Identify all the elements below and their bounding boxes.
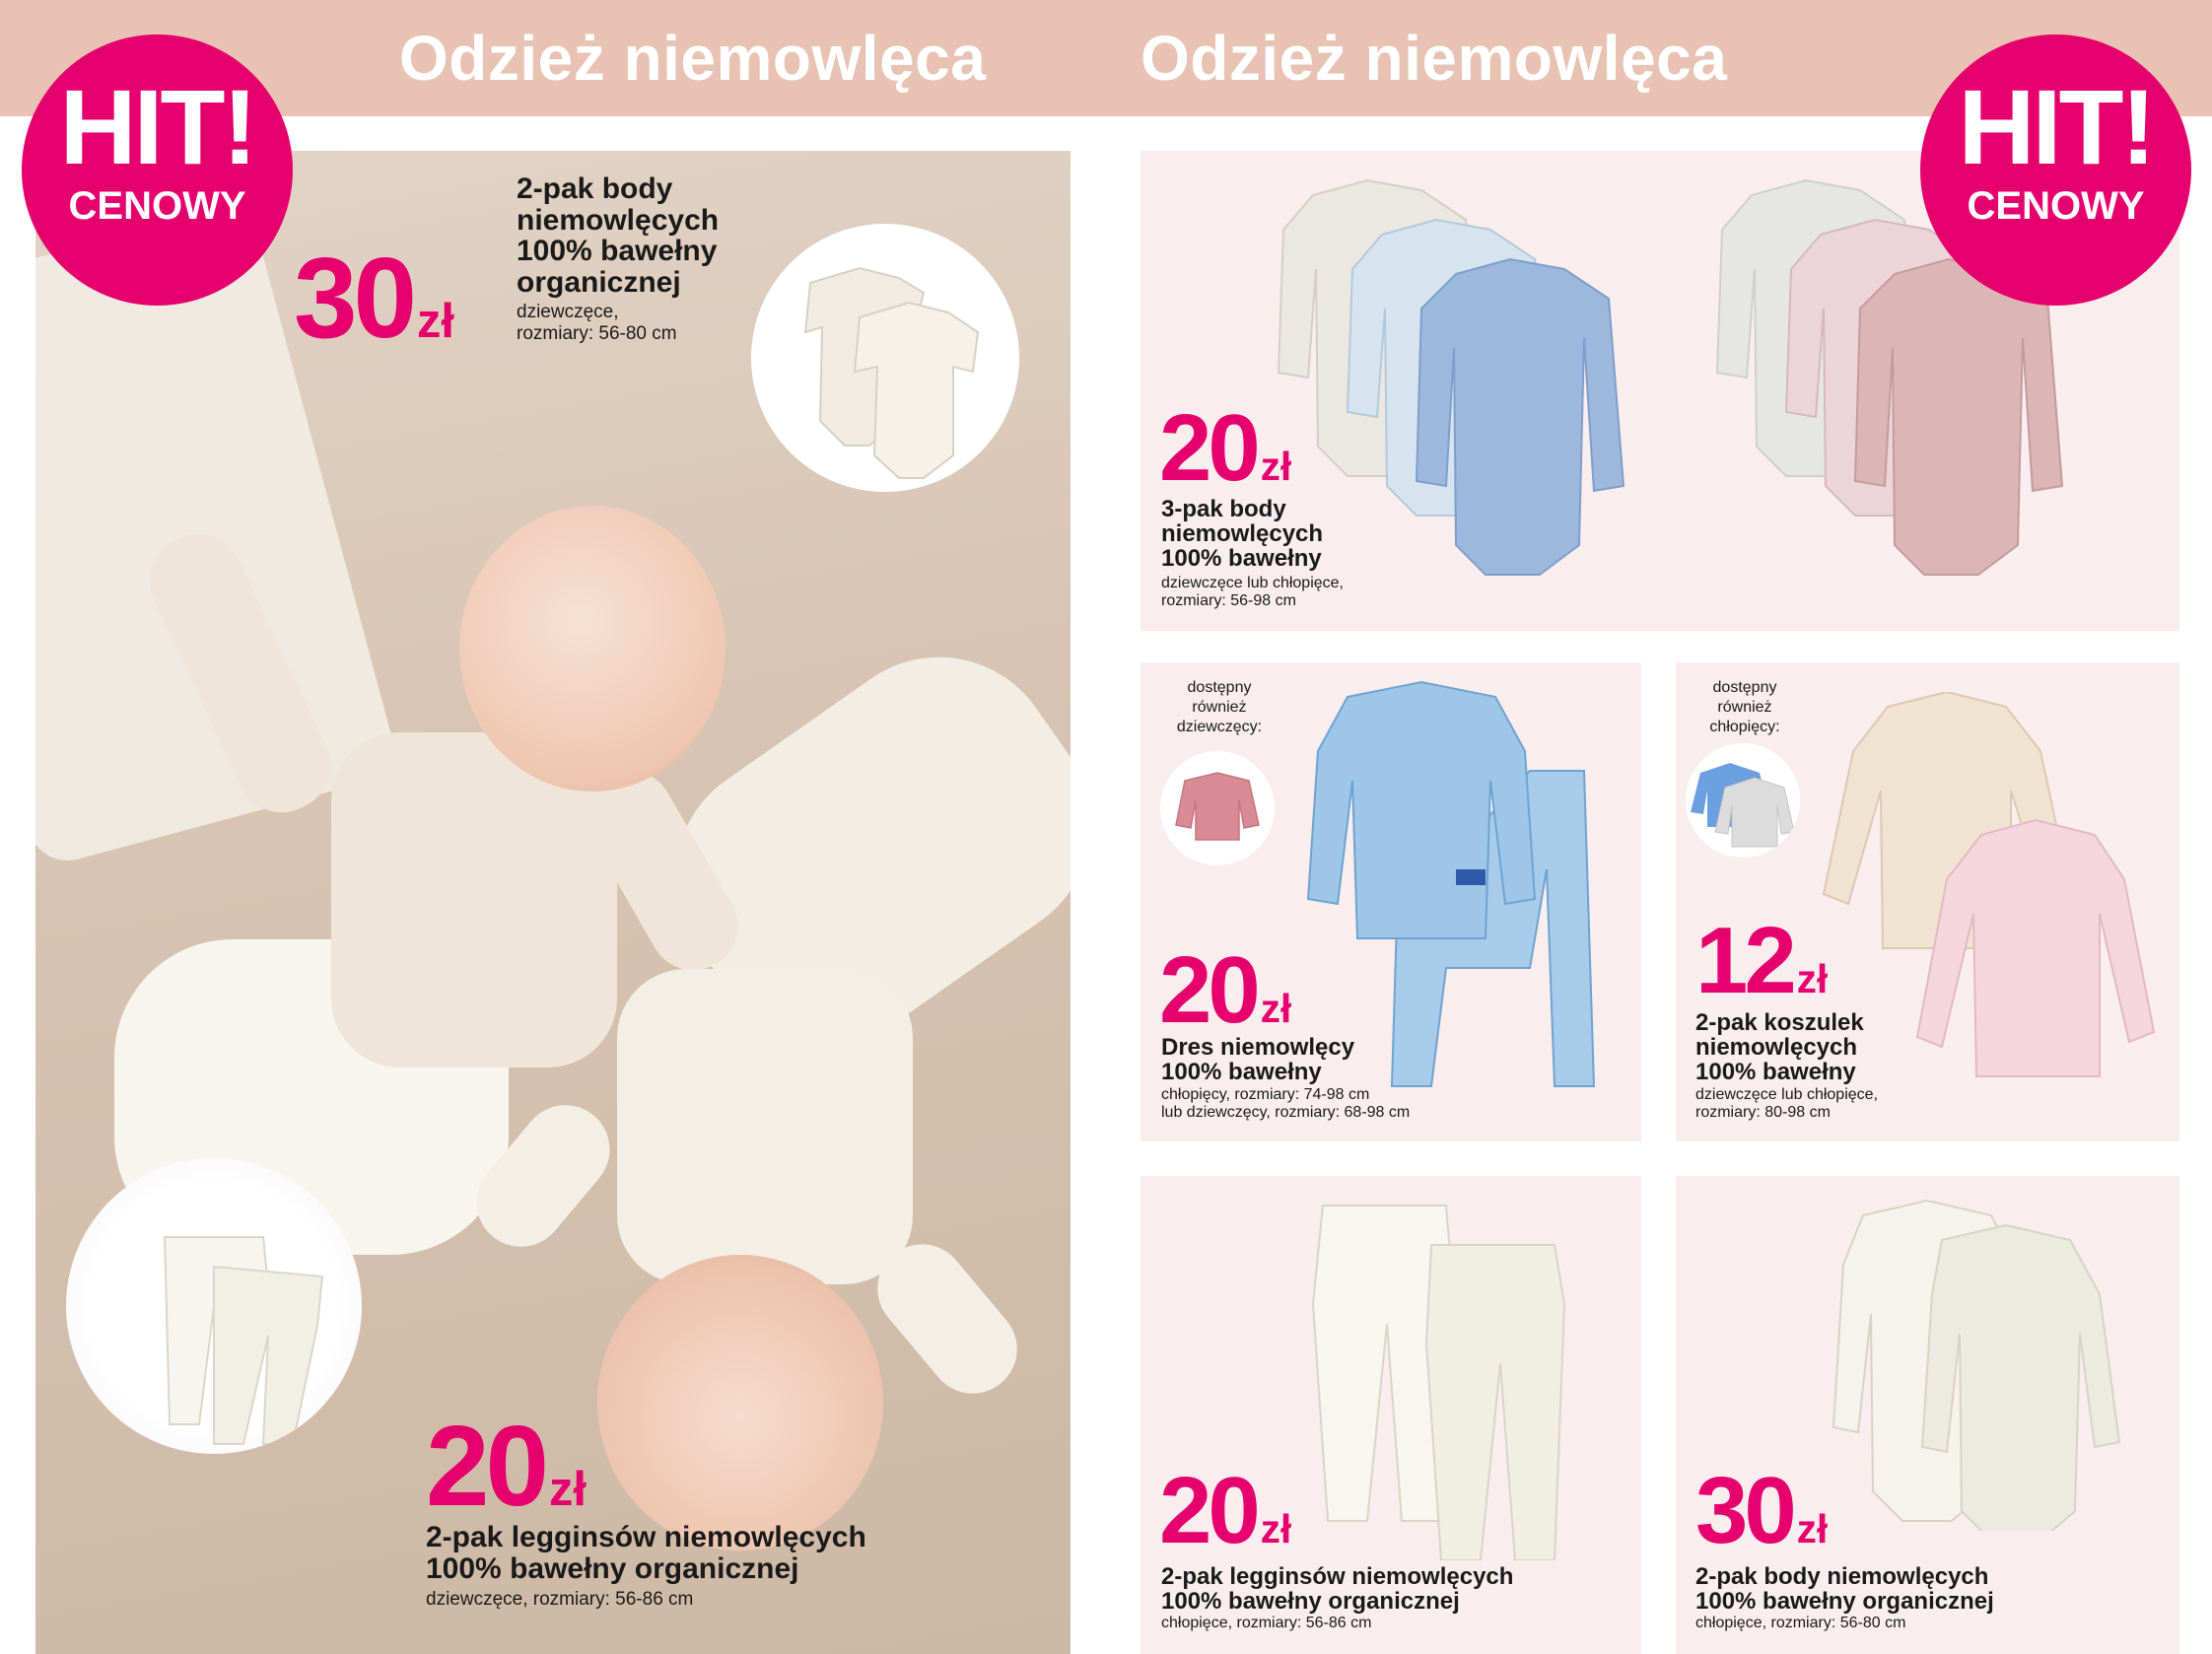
- currency: zł: [1260, 1506, 1292, 1551]
- header-band: [0, 0, 2212, 116]
- product-details-body-boys: [1695, 1615, 1905, 1632]
- product-details-body-organic: [517, 302, 677, 345]
- title-line: 100% bawełny: [1161, 1059, 1322, 1086]
- title-line: 2-pak legginsów niemowlęcych: [1161, 1563, 1514, 1590]
- title-line: 100% bawełny: [1695, 1059, 1856, 1086]
- price-value: 20: [1159, 937, 1257, 1043]
- product-details-koszulki: [1695, 1086, 1878, 1123]
- title-line: 2-pak body: [517, 172, 673, 205]
- baby-head: [597, 1255, 883, 1551]
- long-sleeve-shirts-icon: [1814, 692, 2178, 1116]
- product-title-leggings-boys: [1161, 1564, 1513, 1614]
- note-line: dostępny: [1187, 679, 1252, 696]
- detail-line: rozmiary: 80-98 cm: [1695, 1104, 1831, 1122]
- price-value: 20: [426, 1402, 546, 1530]
- note-line: również: [1192, 699, 1247, 716]
- product-title-body-3pak: [1161, 497, 1323, 572]
- title-line: 2-pak legginsów niemowlęcych: [426, 1521, 866, 1553]
- price-value: 30: [1695, 1458, 1793, 1563]
- title-line: 100% bawełny organicznej: [1695, 1588, 1994, 1616]
- boy-shirts-icon: [1686, 743, 1800, 858]
- product-details-body-3pak: [1161, 575, 1344, 611]
- product-photo-body: [751, 224, 1019, 492]
- baby-head: [459, 506, 726, 792]
- title-line: 2-pak koszulek: [1695, 1009, 1864, 1036]
- note-line: również: [1717, 699, 1772, 716]
- product-title-leggings-organic: [426, 1522, 866, 1584]
- availability-note: [1160, 678, 1279, 737]
- detail-line: dziewczęce lub chłopięce,: [1695, 1086, 1878, 1103]
- currency: zł: [417, 295, 454, 348]
- note-line: dziewczęcy:: [1176, 719, 1263, 735]
- currency: zł: [1796, 1506, 1829, 1551]
- currency: zł: [1796, 956, 1829, 1001]
- hit-label: HIT!: [59, 67, 255, 186]
- cenowy-label: CENOWY: [68, 184, 246, 228]
- title-line: 100% bawełny organicznej: [426, 1551, 799, 1585]
- detail-line: chłopięcy, rozmiary: 74-98 cm: [1161, 1086, 1370, 1103]
- price-value: 20: [1159, 395, 1257, 501]
- bodysuit-icon: [751, 224, 1019, 492]
- price-body-organic: [294, 232, 454, 364]
- detail-line: dziewczęce,: [517, 302, 619, 322]
- price-value: 12: [1695, 908, 1793, 1013]
- note-line: chłopięcy:: [1709, 719, 1780, 735]
- cenowy-label: CENOWY: [1967, 184, 2145, 228]
- title-line: niemowlęcych: [517, 203, 720, 237]
- currency: zł: [1260, 986, 1292, 1031]
- title-line: 2-pak body niemowlęcych: [1695, 1563, 1989, 1590]
- hit-label: HIT!: [1958, 67, 2154, 186]
- title-line: 100% bawełny organicznej: [1161, 1588, 1460, 1616]
- product-photo-leggings: [66, 1158, 362, 1454]
- price-value: 20: [1159, 1458, 1257, 1563]
- price-body-boys: [1695, 1457, 1828, 1565]
- product-title-body-boys: [1695, 1564, 1994, 1614]
- wrap-bodysuit-icon: [1804, 1196, 2159, 1531]
- product-title-body-organic: [517, 173, 719, 298]
- currency: zł: [549, 1463, 587, 1516]
- detail-line: rozmiary: 56-98 cm: [1161, 592, 1296, 610]
- price-dres: [1159, 936, 1291, 1045]
- hit-cenowy-badge: [1920, 34, 2191, 306]
- detail-line: chłopięce, rozmiary: 56-80 cm: [1695, 1615, 1906, 1631]
- product-title-koszulki: [1695, 1010, 1864, 1085]
- product-details-leggings-organic: [426, 1589, 693, 1611]
- detail-line: dziewczęce, rozmiary: 56-86 cm: [426, 1589, 694, 1610]
- price-value: 30: [294, 234, 414, 362]
- product-title-dres: [1161, 1035, 1354, 1084]
- title-line: 100% bawełny: [517, 235, 718, 267]
- availability-note: [1686, 678, 1804, 737]
- page-title-left: Odzież niemowlęca: [399, 23, 987, 94]
- detail-line: dziewczęce lub chłopięce,: [1161, 575, 1344, 591]
- variant-thumbnail-boy: [1686, 743, 1800, 858]
- title-line: 3-pak body: [1161, 496, 1286, 522]
- page-title-right: Odzież niemowlęca: [1141, 23, 1728, 94]
- note-line: dostępny: [1712, 679, 1777, 696]
- title-line: organicznej: [517, 265, 681, 299]
- price-koszulki: [1695, 907, 1828, 1015]
- blue-tracksuit-icon: [1288, 672, 1614, 1096]
- title-line: 100% bawełny: [1161, 545, 1322, 573]
- price-leggings-boys: [1159, 1457, 1291, 1565]
- leggings-icon: [66, 1158, 362, 1454]
- detail-line: lub dziewczęcy, rozmiary: 68-98 cm: [1161, 1104, 1411, 1122]
- title-line: niemowlęcych: [1161, 520, 1324, 548]
- product-details-leggings-boys: [1161, 1615, 1371, 1632]
- detail-line: chłopięce, rozmiary: 56-86 cm: [1161, 1615, 1372, 1631]
- leggings-pair-icon: [1308, 1186, 1624, 1560]
- detail-line: rozmiary: 56-80 cm: [517, 322, 677, 344]
- product-details-dres: [1161, 1086, 1410, 1123]
- pink-tracksuit-icon: [1160, 751, 1275, 865]
- title-line: niemowlęcych: [1695, 1034, 1858, 1062]
- currency: zł: [1260, 444, 1292, 489]
- hit-cenowy-badge: [22, 34, 293, 306]
- title-line: Dres niemowlęcy: [1161, 1034, 1355, 1061]
- price-body-3pak: [1159, 394, 1291, 503]
- baby-body: [617, 969, 913, 1284]
- price-leggings-organic: [426, 1400, 587, 1532]
- variant-thumbnail-girl: [1160, 751, 1275, 865]
